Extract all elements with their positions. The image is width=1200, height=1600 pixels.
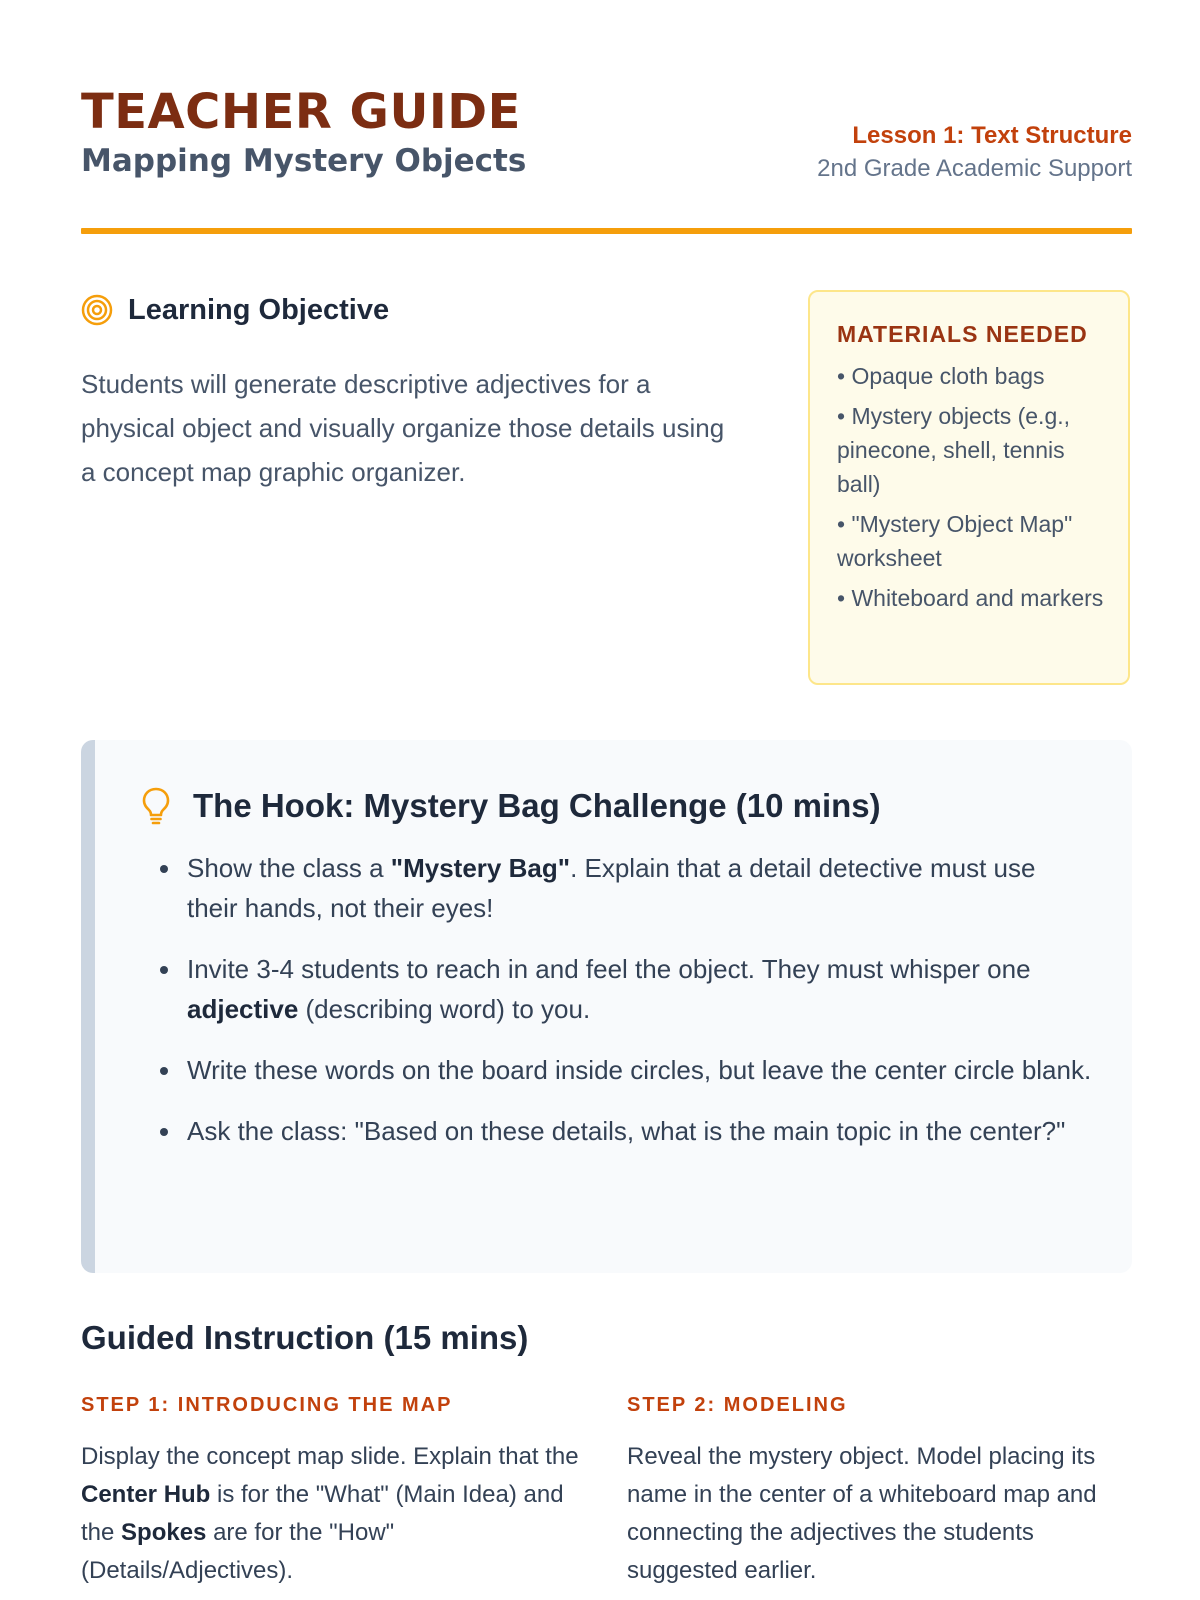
hook-section bbox=[81, 740, 1132, 1273]
grade-label: 2nd Grade Academic Support bbox=[817, 155, 1132, 182]
material-item: • Mystery objects (e.g., pinecone, shell, tennis ball) bbox=[837, 403, 1071, 497]
step-1-block bbox=[81, 1392, 581, 1590]
header-divider bbox=[81, 228, 1132, 234]
step-2-label: STEP 2: MODELING bbox=[627, 1394, 848, 1416]
header-left bbox=[81, 84, 526, 180]
emphasis: Spokes bbox=[121, 1519, 207, 1546]
objective-title: Learning Objective bbox=[128, 293, 390, 326]
emphasis: adjective bbox=[187, 994, 299, 1024]
guided-instruction-title: Guided Instruction (15 mins) bbox=[81, 1319, 529, 1356]
header-right bbox=[817, 120, 1132, 186]
hook-step: • Write these words on the board inside circles, but leave the center circle blank. bbox=[183, 1050, 1092, 1090]
hook-title: The Hook: Mystery Bag Challenge (10 mins) bbox=[193, 787, 881, 824]
hook-step: • Invite 3-4 students to reach in and feel the object. They must whisper one adjective (describing word) to you. bbox=[183, 949, 1092, 1029]
step-1-label: STEP 1: INTRODUCING THE MAP bbox=[81, 1394, 453, 1416]
material-item: • Whiteboard and markers bbox=[837, 585, 1104, 611]
materials-box bbox=[808, 290, 1130, 685]
page-title: TEACHER GUIDE bbox=[81, 84, 521, 140]
hook-heading bbox=[141, 782, 1092, 830]
material-item: • Opaque cloth bags bbox=[837, 363, 1045, 389]
materials-title: MATERIALS NEEDED bbox=[837, 321, 1088, 347]
objective-text: Students will generate descriptive adjectives for a physical object and visually organize those details using a concept map graphic organizer. bbox=[81, 369, 725, 487]
lesson-label: Lesson 1: Text Structure bbox=[852, 122, 1132, 149]
hook-step: • Ask the class: "Based on these details, what is the main topic in the center?" bbox=[183, 1111, 1092, 1151]
hook-steps-list bbox=[141, 848, 1092, 1151]
teacher-guide-page bbox=[81, 0, 1132, 1600]
emphasis: Center Hub bbox=[81, 1481, 211, 1508]
hook-step: • Show the class a "Mystery Bag". Explain that a detail detective must use their hands, not their eyes! bbox=[183, 848, 1092, 928]
step-2-block bbox=[627, 1392, 1127, 1590]
objective-heading bbox=[81, 290, 741, 330]
lightbulb-icon bbox=[141, 786, 171, 826]
target-icon bbox=[81, 294, 113, 326]
emphasis: "Mystery Bag" bbox=[390, 853, 571, 883]
step-2-text: Reveal the mystery object. Model placing its name in the center of a whiteboard map and connecting the adjectives the students suggested earlier. bbox=[627, 1443, 1097, 1584]
page-subtitle: Mapping Mystery Objects bbox=[81, 143, 527, 179]
learning-objective-section bbox=[81, 290, 741, 520]
material-item: • "Mystery Object Map" worksheet bbox=[837, 511, 1073, 571]
materials-list bbox=[837, 359, 1104, 615]
step-1-text: Display the concept map slide. Explain that the Center Hub is for the "What" (Main Idea) and the Spokes are for the "How" (Details/Adjectives). bbox=[81, 1443, 579, 1584]
